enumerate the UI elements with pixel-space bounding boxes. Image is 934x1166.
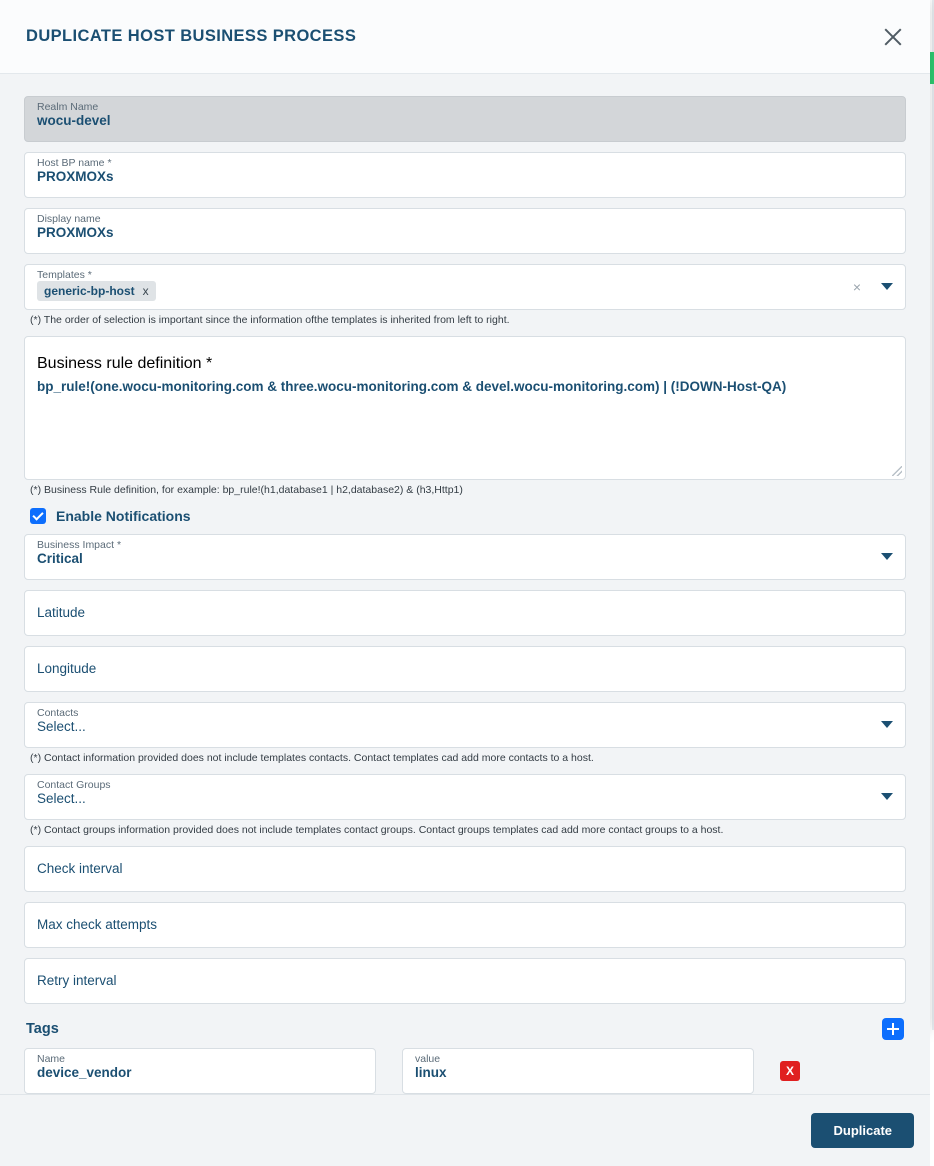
tags-header xyxy=(26,1018,904,1040)
business-rule-definition-field[interactable] xyxy=(24,336,906,480)
host-bp-name-field[interactable] xyxy=(24,152,906,198)
tag-row xyxy=(24,1048,906,1094)
dialog-title: DUPLICATE HOST BUSINESS PROCESS xyxy=(26,27,357,45)
check-interval-field[interactable] xyxy=(24,846,906,892)
textarea-resize-handle[interactable] xyxy=(892,466,902,476)
templates-chip[interactable] xyxy=(37,281,156,301)
dialog-footer xyxy=(0,1094,930,1166)
contact-groups-hint: (*) Contact groups information provided does not include templates contact groups. Contact groups templates cad add more contact groups to a host. xyxy=(30,824,724,836)
delete-tag-button[interactable]: X xyxy=(780,1061,800,1081)
host-bp-name-required-marker: * xyxy=(107,157,112,169)
contacts-label: Contacts xyxy=(37,707,79,719)
latitude-input[interactable]: Latitude xyxy=(37,605,86,620)
display-name-label: Display name xyxy=(37,213,101,225)
retry-interval-input[interactable]: Retry interval xyxy=(37,973,117,988)
contact-groups-label: Contact Groups xyxy=(37,779,111,791)
templates-hint: (*) The order of selection is important since the information ofthe templates is inherited from left to right. xyxy=(30,314,510,326)
contacts-select[interactable]: Select... xyxy=(37,719,86,734)
tag-name-field[interactable] xyxy=(24,1048,376,1094)
duplicate-button[interactable]: Duplicate xyxy=(811,1113,914,1148)
contacts-chevron-down-icon[interactable] xyxy=(881,721,893,728)
realm-name-label: Realm Name xyxy=(37,101,99,113)
business-rule-label-text: Business rule definition xyxy=(37,355,202,372)
templates-required-marker: * xyxy=(87,269,92,281)
business-impact-chevron-down-icon[interactable] xyxy=(881,553,893,560)
realm-name-field xyxy=(24,96,906,142)
check-interval-input[interactable]: Check interval xyxy=(37,861,123,876)
host-bp-name-label-text: Host BP name xyxy=(37,157,105,169)
templates-field[interactable] xyxy=(24,264,906,310)
templates-label xyxy=(37,269,92,281)
tag-name-label: Name xyxy=(37,1053,66,1065)
dialog-header xyxy=(0,0,930,74)
templates-chevron-down-icon[interactable] xyxy=(881,283,893,290)
business-impact-required-marker: * xyxy=(116,539,122,551)
realm-name-value: wocu-devel xyxy=(37,113,111,128)
add-tag-button[interactable] xyxy=(882,1018,904,1040)
host-bp-name-input[interactable]: PROXMOXs xyxy=(37,169,114,184)
business-rule-textarea[interactable]: bp_rule!(one.wocu-monitoring.com & three.wocu-monitoring.com & devel.wocu-monitoring.com) | (!DOWN-Host-QA) xyxy=(37,379,787,394)
longitude-field[interactable] xyxy=(24,646,906,692)
display-name-input[interactable]: PROXMOXs xyxy=(37,225,114,240)
business-impact-label-text: Business Impact xyxy=(37,539,115,551)
business-impact-value[interactable]: Critical xyxy=(37,551,83,566)
contact-groups-field[interactable] xyxy=(24,774,906,820)
business-rule-hint: (*) Business Rule definition, for example: bp_rule!(h1,database1 | h2,database2) & (h3,Http1) xyxy=(30,484,463,496)
longitude-input[interactable]: Longitude xyxy=(37,661,97,676)
contact-groups-chevron-down-icon[interactable] xyxy=(881,793,893,800)
contact-groups-select[interactable]: Select... xyxy=(37,791,86,806)
templates-chip-label: generic-bp-host xyxy=(44,284,135,298)
business-rule-label xyxy=(37,355,893,373)
close-icon[interactable] xyxy=(878,22,908,52)
enable-notifications-label: Enable Notifications xyxy=(56,508,191,524)
contacts-hint: (*) Contact information provided does not include templates contacts. Contact templates cad add more contacts to a host. xyxy=(30,752,594,764)
tags-title: Tags xyxy=(26,1021,59,1037)
business-rule-required-marker: * xyxy=(206,355,213,372)
latitude-field[interactable] xyxy=(24,590,906,636)
tag-value-field[interactable] xyxy=(402,1048,754,1094)
templates-label-text: Templates xyxy=(37,269,85,281)
host-bp-name-label xyxy=(37,157,112,169)
tag-name-input[interactable]: device_vendor xyxy=(37,1065,132,1080)
tag-value-label: value xyxy=(415,1053,441,1065)
max-check-attempts-field[interactable] xyxy=(24,902,906,948)
business-impact-field[interactable] xyxy=(24,534,906,580)
templates-clear-icon[interactable]: × xyxy=(852,279,861,295)
business-impact-label xyxy=(37,539,121,551)
dialog-body xyxy=(0,74,930,1094)
enable-notifications-row[interactable] xyxy=(30,508,906,524)
templates-chip-remove-icon[interactable]: x xyxy=(142,284,149,298)
enable-notifications-checkbox[interactable] xyxy=(30,508,46,524)
display-name-field[interactable] xyxy=(24,208,906,254)
contacts-field[interactable] xyxy=(24,702,906,748)
max-check-attempts-input[interactable]: Max check attempts xyxy=(37,917,158,932)
tag-value-input[interactable]: linux xyxy=(415,1065,447,1080)
retry-interval-field[interactable] xyxy=(24,958,906,1004)
